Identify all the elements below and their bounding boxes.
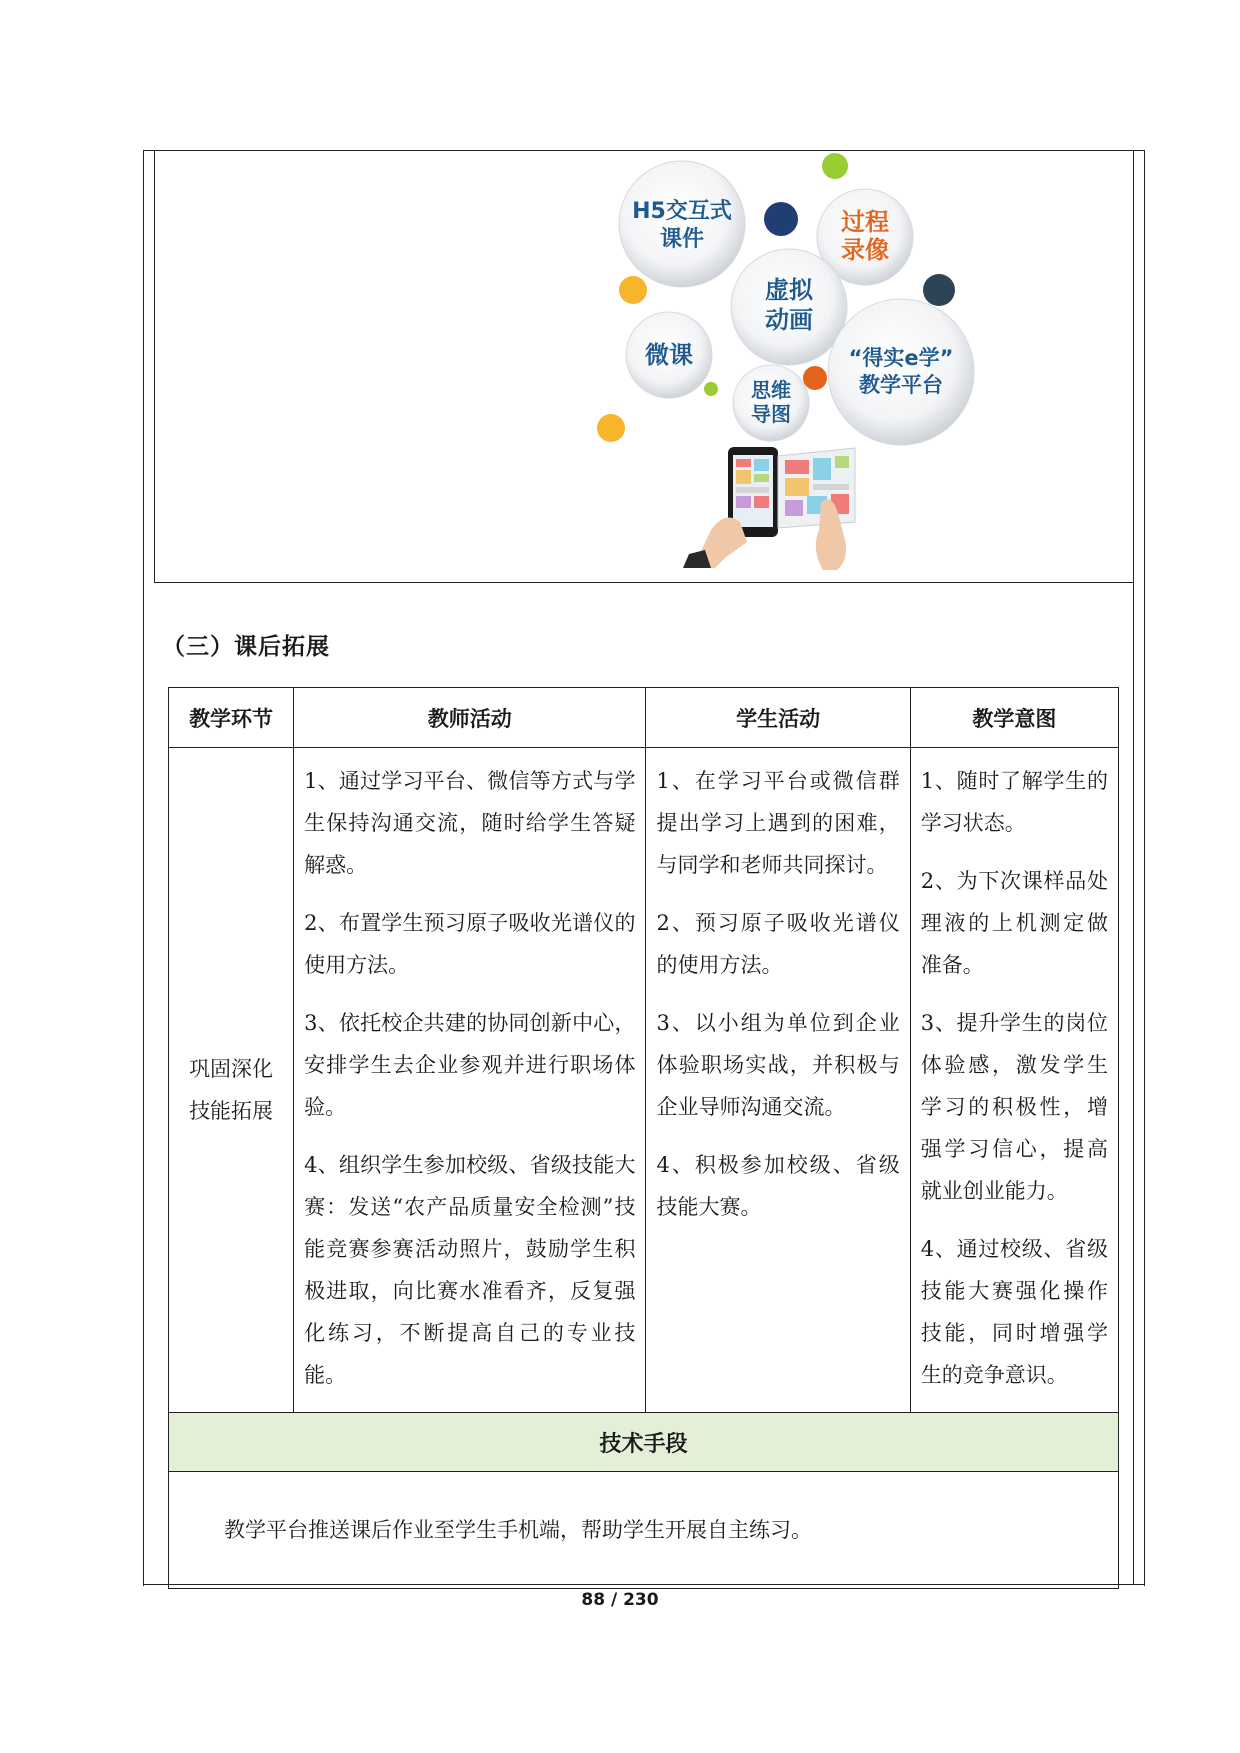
header-teaching-stage: 教学环节 (169, 688, 294, 748)
teaching-tools-illustration (155, 150, 1135, 583)
svg-text:导图: 导图 (751, 402, 791, 426)
tech-header-row (169, 1413, 1119, 1472)
tech-header: 技术手段 (169, 1413, 1119, 1472)
svg-text:微课: 微课 (645, 341, 693, 369)
teacher-activity-item: 1、通过学习平台、微信等方式与学生保持沟通交流，随时给学生答疑解惑。 (304, 769, 636, 877)
bubble-micro-lesson (626, 312, 712, 398)
svg-text:录像: 录像 (841, 236, 889, 264)
page-number: 88 / 230 (581, 1590, 659, 1610)
teaching-intent-item: 2、为下次课样品处理液的上机测定做准备。 (920, 869, 1108, 977)
teacher-activity-item: 2、布置学生预习原子吸收光谱仪的使用方法。 (304, 911, 636, 977)
teaching-intent-item: 4、通过校级、省级技能大赛强化操作技能，同时增强学生的竞争意识。 (920, 1237, 1108, 1387)
teacher-activity-item: 3、依托校企共建的协同创新中心，安排学生去企业参观并进行职场体验。 (304, 1011, 636, 1119)
teaching-intent-cell (910, 748, 1118, 1413)
student-activity-item: 2、预习原子吸收光谱仪的使用方法。 (656, 911, 900, 977)
svg-text:教学平台: 教学平台 (859, 373, 943, 397)
teacher-activity-cell (294, 748, 646, 1413)
after-class-extension-table (168, 687, 1119, 1589)
student-activity-item: 3、以小组为单位到企业体验职场实战，并积极与企业导师沟通交流。 (656, 1011, 900, 1119)
section-heading: （三）课后拓展 (162, 634, 330, 660)
stage-cell (169, 748, 294, 1413)
bubble-mind-map (733, 365, 809, 441)
stage-line: 巩固深化 (189, 1057, 274, 1081)
teaching-intent-item: 3、提升学生的岗位体验感，激发学生学习的积极性，增强学习信心，提高就业创业能力。 (920, 1011, 1108, 1203)
tech-body: 教学平台推送课后作业至学生手机端，帮助学生开展自主练习。 (169, 1472, 1119, 1589)
header-teacher-activity: 教师活动 (294, 688, 646, 748)
decor-dot (619, 276, 647, 304)
bubble-virtual-animation (731, 249, 847, 365)
bubble-h5-courseware (619, 161, 745, 287)
svg-text:动画: 动画 (765, 306, 813, 334)
student-activity-item: 1、在学习平台或微信群提出学习上遇到的困难，与同学和老师共同探讨。 (656, 769, 900, 877)
header-teaching-intent: 教学意图 (910, 688, 1118, 748)
teaching-intent-item: 1、随时了解学生的学习状态。 (920, 769, 1108, 835)
decor-dot (764, 202, 798, 236)
svg-text:课件: 课件 (659, 227, 705, 252)
table-header-row (169, 688, 1119, 748)
bubble-platform (828, 299, 974, 445)
decor-dot (803, 366, 827, 390)
student-activity-cell (646, 748, 910, 1413)
svg-text:虚拟: 虚拟 (765, 276, 813, 304)
decor-dot (704, 382, 718, 396)
svg-text:过程: 过程 (841, 208, 889, 236)
teaching-tools-figure (154, 150, 1134, 583)
svg-text:“得实e学”: “得实e学” (848, 346, 954, 370)
header-student-activity: 学生活动 (646, 688, 910, 748)
decor-dot (822, 153, 848, 179)
svg-text:思维: 思维 (751, 378, 791, 402)
stage-line: 技能拓展 (189, 1099, 274, 1123)
table-row (169, 748, 1119, 1413)
tech-body-row (169, 1472, 1119, 1589)
svg-text:H5交互式: H5交互式 (632, 199, 732, 224)
decor-dot (923, 274, 955, 306)
teacher-activity-item: 4、组织学生参加校级、省级技能大赛：发送“农产品质量安全检测”技能竞赛参赛活动照片，鼓励学生积极进取，向比赛水准看齐，反复强化练习，不断提高自己的专业技能。 (304, 1153, 636, 1387)
decor-dot (597, 414, 625, 442)
student-activity-item: 4、积极参加校级、省级技能大赛。 (656, 1153, 900, 1219)
hand-holding-phone-icon (683, 447, 855, 570)
